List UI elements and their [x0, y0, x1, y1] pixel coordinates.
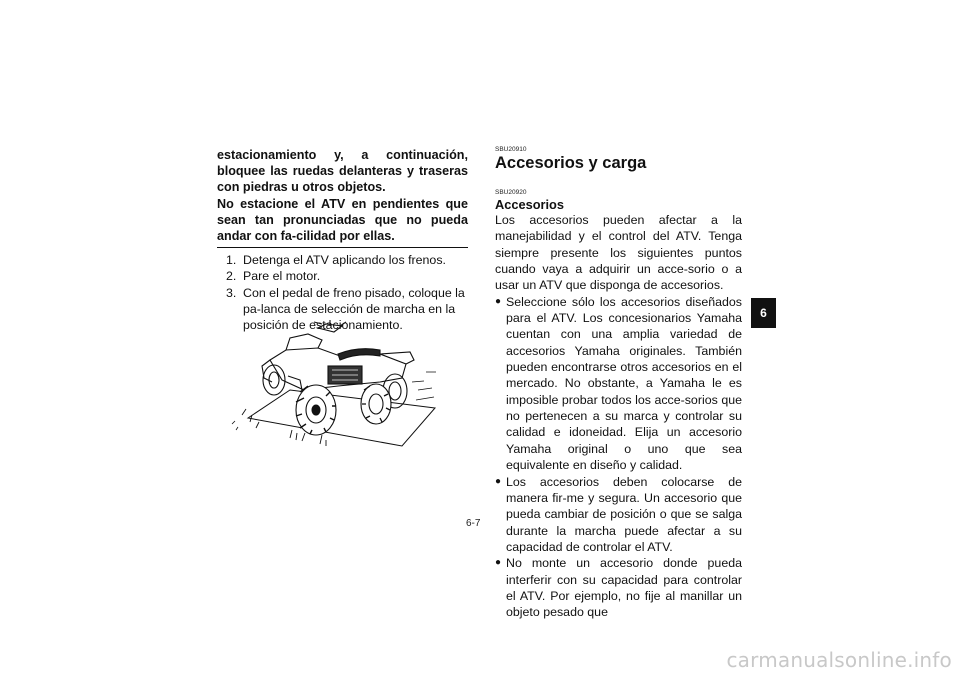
section-title: Accesorios y carga [495, 154, 647, 172]
step-number: 1. [226, 253, 237, 268]
bullet-text: Los accesorios deben colocarse de manera fir-me y segura. Un accesorio que pueda cambiar de posición o que se salga durante la marcha puede afectar a su capacidad de controlar el ATV. [506, 474, 742, 554]
list-item [495, 555, 742, 620]
bullet-icon: ● [495, 475, 502, 487]
step-text: Con el pedal de freno pisado, coloque la pa-lanca de selección de marcha en la posición de estacionamiento. [243, 285, 465, 333]
list-item [217, 252, 468, 268]
warning-block [217, 147, 468, 248]
step-text: Detenga el ATV aplicando los frenos. [243, 253, 446, 268]
right-column [495, 146, 742, 621]
subsection-title: Accesorios [495, 197, 564, 212]
chapter-tab: 6 [751, 298, 776, 328]
section-code: SBU20910 [495, 146, 527, 153]
warning-text-2: No estacione el ATV en pendientes que sean tan pronunciadas que no pueda andar con fa-cilidad por ellas. [217, 196, 468, 244]
bullet-icon: ● [495, 295, 502, 307]
warning-text-1: estacionamiento y, a continuación, bloquee las ruedas delanteras y traseras con piedras u otros objetos. [217, 148, 468, 195]
bullet-text: Seleccione sólo los accesorios diseñados para el ATV. Los concesionarios Yamaha cuentan con una amplia variedad de accesorios Yamaha originales. También pueden encontrarse otros accesorios en el mercado. No obstante, a Yamaha le es imposible probar todos los acce-sorios que no pertenecen a su marca y controlar su calidad e idoneidad. Elija un accesorio Yamaha original o uno que sea equivalente en diseño y calidad. [506, 294, 742, 473]
left-column [217, 147, 468, 333]
subsection-code: SBU20920 [495, 189, 527, 196]
step-number: 2. [226, 269, 237, 284]
list-item [495, 474, 742, 556]
step-number: 3. [226, 285, 237, 300]
list-item [217, 268, 468, 284]
watermark: carmanualsonline.info [726, 648, 952, 672]
bullet-text: No monte un accesorio donde pueda interferir con su capacidad para controlar el ATV. Por ejemplo, no fije al manillar un objeto pesado que [506, 556, 742, 620]
step-text: Pare el motor. [243, 269, 321, 284]
atv-parked-illustration [230, 320, 458, 460]
intro-paragraph: Los accesorios pueden afectar a la manejabilidad y el control del ATV. Tenga siempre presente los siguientes puntos cuando vaya a adquirir un acce-sorio o a usar un ATV que disponga de accesorios. [495, 213, 742, 293]
page-number: 6-7 [466, 518, 481, 529]
list-item [495, 294, 742, 474]
bullet-icon: ● [495, 557, 502, 569]
accessory-guidelines-list [495, 294, 742, 621]
